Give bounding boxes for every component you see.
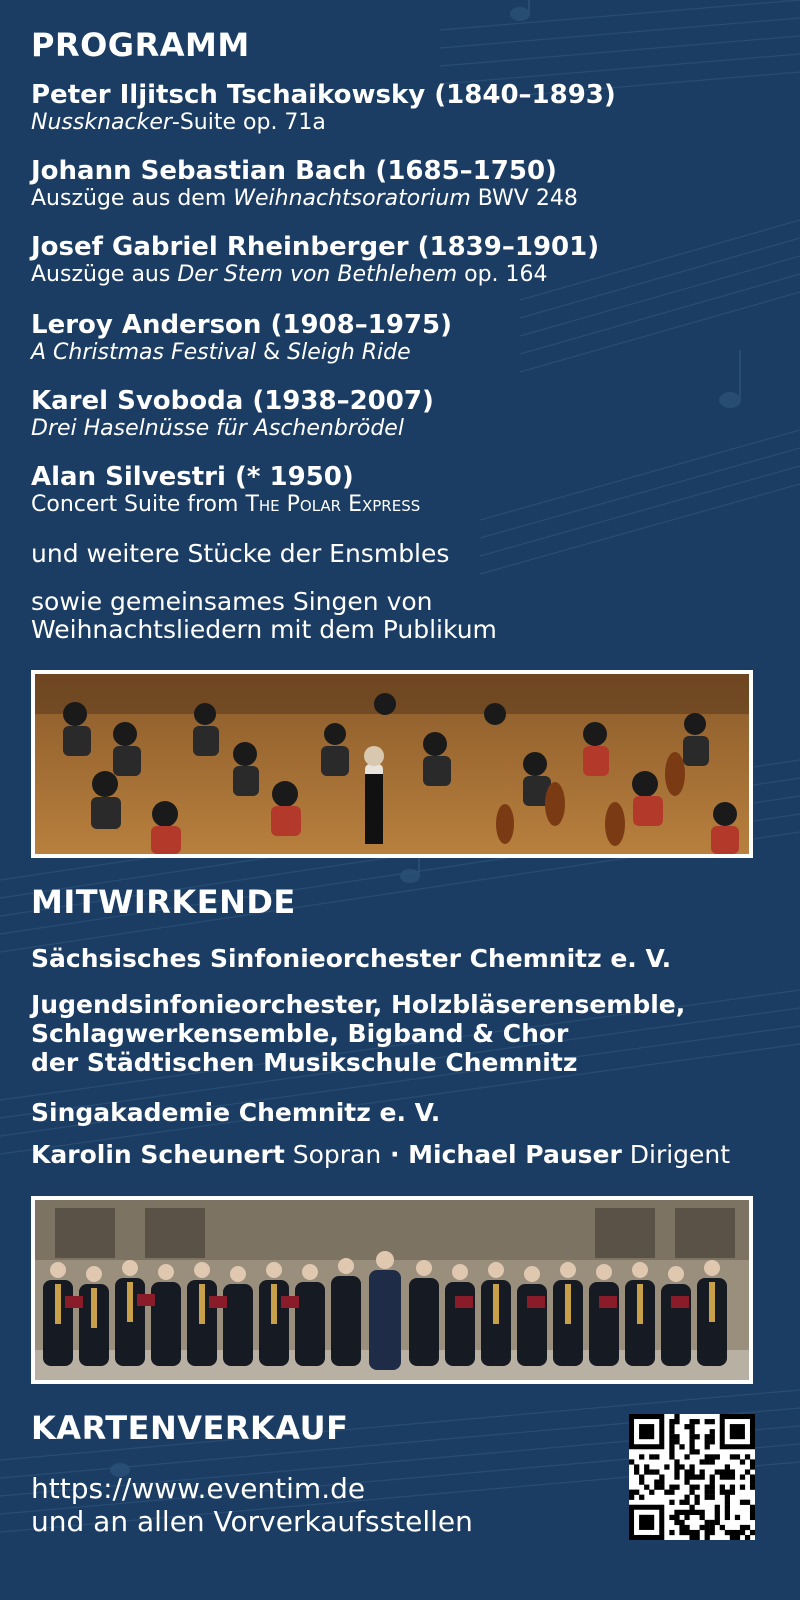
program-entry: [31, 80, 771, 135]
composer-name: Johann Sebastian Bach (1685–1750): [31, 156, 557, 186]
work-title: Auszüge aus dem Weihnachtsoratorium BWV 248: [31, 186, 578, 211]
work-title: Concert Suite from The Polar Express: [31, 492, 421, 517]
conductor-role: Dirigent: [621, 1140, 731, 1169]
program-entry: [31, 310, 771, 365]
programm-heading: PROGRAMM: [31, 26, 250, 64]
more-pieces-text: und weitere Stücke der Ensmbles: [31, 539, 450, 568]
ticket-outlets-text: und an allen Vorverkaufsstellen: [31, 1505, 473, 1538]
soloist-role: Sopran: [284, 1140, 382, 1169]
work-title: Nussknacker-Suite op. 71a: [31, 110, 326, 135]
composer-name: Karel Svoboda (1938–2007): [31, 386, 434, 416]
kartenverkauf-heading: KARTENVERKAUF: [31, 1409, 349, 1447]
composer-name: Josef Gabriel Rheinberger (1839–1901): [31, 232, 600, 262]
composer-name: Leroy Anderson (1908–1975): [31, 310, 452, 340]
program-entry: [31, 156, 771, 211]
soloist-conductor-line: [31, 1140, 730, 1169]
choir-photo: [31, 1196, 753, 1384]
performer-musikschule: Jugendsinfonieorchester, Holzbläserensemble, Schlagwerkensemble, Bigband & Chor der Städtischen Musikschule Chemnitz: [31, 990, 686, 1077]
separator: ·: [381, 1140, 409, 1169]
ticket-url[interactable]: https://www.eventim.de: [31, 1472, 366, 1505]
work-title: Auszüge aus Der Stern von Bethlehem op. 164: [31, 262, 548, 287]
composer-name: Peter Iljitsch Tschaikowsky (1840–1893): [31, 80, 616, 110]
program-entry: [31, 232, 771, 287]
composer-name: Alan Silvestri (* 1950): [31, 462, 354, 492]
singalong-text: sowie gemeinsames Singen von Weihnachtsliedern mit dem Publikum: [31, 587, 497, 644]
work-title: A Christmas Festival & Sleigh Ride: [31, 340, 411, 365]
performer-singakademie: Singakademie Chemnitz e. V.: [31, 1098, 441, 1127]
orchestra-photo: [31, 670, 753, 858]
program-entry: [31, 386, 771, 441]
mitwirkende-heading: MITWIRKENDE: [31, 883, 296, 921]
conductor-name: Michael Pauser: [408, 1140, 622, 1169]
work-title: Drei Haselnüsse für Aschenbrödel: [31, 416, 404, 441]
ticket-info: [31, 1472, 473, 1538]
soloist-name: Karolin Scheunert: [31, 1140, 285, 1169]
qr-code-icon: [629, 1414, 755, 1540]
performer-orchestra: Sächsisches Sinfonieorchester Chemnitz e. V.: [31, 944, 672, 973]
program-entry: [31, 462, 771, 517]
